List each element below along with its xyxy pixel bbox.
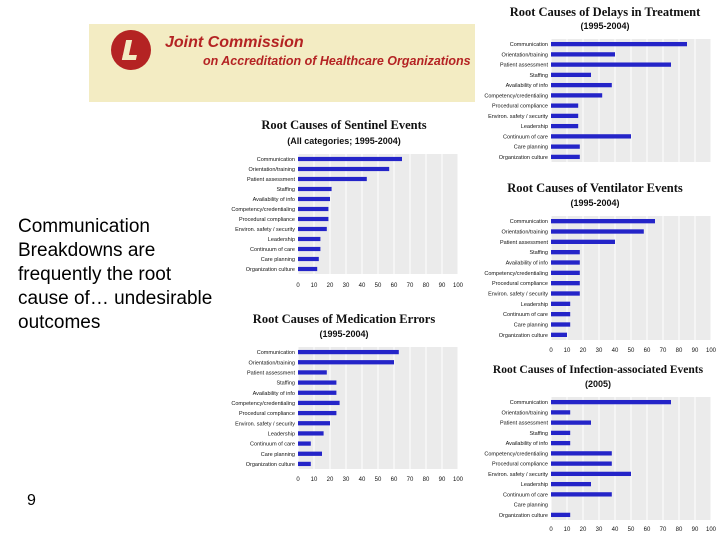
category-label: Patient assessment: [500, 62, 548, 69]
x-tick-label: 50: [374, 477, 382, 483]
bar: [551, 492, 612, 496]
category-label: Care planning: [513, 322, 548, 329]
category-label: Continuum of care: [250, 247, 295, 253]
category-label: Staffing: [529, 72, 548, 79]
bar: [551, 42, 687, 46]
bar: [551, 281, 580, 285]
bar: [298, 267, 317, 271]
x-tick-label: 40: [611, 348, 619, 354]
x-tick-label: 80: [422, 283, 430, 289]
x-tick-label: 40: [358, 283, 366, 289]
bar: [298, 177, 367, 181]
chart-ventilator-events: [478, 178, 718, 358]
bar: [551, 333, 567, 337]
x-tick-label: 0: [549, 527, 553, 533]
bar: [298, 452, 322, 456]
x-tick-label: 0: [549, 348, 553, 354]
bar: [551, 291, 580, 295]
x-tick-label: 100: [705, 348, 717, 354]
x-tick-label: 90: [691, 348, 699, 354]
x-tick-label: 80: [675, 527, 683, 533]
bar: [551, 271, 580, 275]
bar: [551, 83, 612, 87]
x-tick-label: 10: [310, 477, 318, 483]
chart-infection-events: [478, 358, 718, 538]
category-label: Continuum of care: [503, 134, 548, 141]
bar: [298, 187, 332, 191]
bar: [551, 229, 644, 233]
category-label: Competency/credentialing: [231, 207, 295, 213]
category-label: Competency/credentialing: [484, 93, 548, 100]
bar: [298, 350, 399, 354]
chart-subtitle: (1995-2004): [570, 198, 620, 208]
bar: [551, 482, 591, 486]
category-label: Environ. safety / security: [235, 227, 295, 233]
chart-subtitle: (1995-2004): [319, 329, 369, 339]
bar: [298, 370, 327, 374]
x-tick-label: 60: [643, 348, 651, 354]
bar: [298, 431, 324, 435]
x-tick-label: 100: [452, 283, 464, 289]
bar: [551, 461, 612, 465]
category-label: Care planning: [513, 502, 548, 509]
x-tick-label: 20: [579, 527, 587, 533]
chart-svg: [478, 178, 718, 358]
category-label: Organization culture: [498, 154, 548, 161]
bar: [551, 52, 615, 56]
bar: [298, 257, 319, 261]
category-label: Leadership: [520, 301, 548, 308]
category-label: Leadership: [520, 124, 548, 131]
category-label: Communication: [256, 350, 295, 357]
bar: [551, 472, 631, 476]
category-label: Availability of info: [252, 390, 295, 397]
bar: [551, 73, 591, 77]
category-label: Continuum of care: [503, 492, 548, 499]
chart-title: Root Causes of Sentinel Events: [261, 118, 427, 132]
bar: [551, 302, 570, 306]
bar: [551, 312, 570, 316]
page-number: 9: [27, 492, 36, 509]
category-label: Organization culture: [498, 512, 548, 519]
x-tick-label: 20: [326, 283, 334, 289]
category-label: Procedural compliance: [492, 103, 548, 110]
x-tick-label: 30: [342, 477, 350, 483]
chart-svg: [228, 308, 464, 486]
chart-title: Root Causes of Delays in Treatment: [509, 5, 701, 19]
category-label: Procedural compliance: [492, 281, 548, 288]
category-label: Patient assessment: [500, 239, 548, 246]
bar: [551, 62, 671, 66]
category-label: Staffing: [276, 187, 295, 193]
chart-title: Root Causes of Ventilator Events: [507, 181, 683, 195]
x-tick-label: 0: [296, 283, 300, 289]
bar: [551, 240, 615, 244]
x-tick-label: 50: [627, 527, 635, 533]
category-label: Competency/credentialing: [484, 451, 548, 458]
x-tick-label: 100: [705, 527, 717, 533]
x-tick-label: 30: [342, 283, 350, 289]
bar: [551, 410, 570, 414]
x-tick-label: 10: [563, 348, 571, 354]
logo-subtitle: on Accreditation of Healthcare Organizations: [203, 54, 471, 68]
bar: [298, 227, 327, 231]
x-tick-label: 70: [406, 283, 414, 289]
category-label: Procedural compliance: [239, 217, 295, 223]
category-label: Patient assessment: [247, 370, 295, 377]
bar: [551, 431, 570, 435]
x-tick-label: 60: [390, 283, 398, 289]
bar: [298, 421, 330, 425]
bar: [551, 93, 602, 97]
x-tick-label: 30: [595, 348, 603, 354]
x-tick-label: 30: [595, 527, 603, 533]
category-label: Orientation/training: [248, 360, 295, 367]
category-label: Orientation/training: [501, 229, 548, 236]
chart-title: Root Causes of Medication Errors: [252, 312, 436, 326]
x-tick-label: 90: [691, 527, 699, 533]
category-label: Communication: [509, 400, 548, 407]
bar: [551, 260, 580, 264]
bar: [551, 441, 570, 445]
x-tick-label: 80: [422, 477, 430, 483]
chart-svg: [478, 2, 718, 172]
category-label: Procedural compliance: [492, 461, 548, 468]
category-label: Competency/credentialing: [484, 270, 548, 277]
bar: [298, 391, 336, 395]
x-tick-label: 90: [438, 477, 446, 483]
x-tick-label: 10: [563, 527, 571, 533]
category-label: Procedural compliance: [239, 411, 295, 418]
bar: [298, 247, 320, 251]
chart-delays-in-treatment: [478, 2, 718, 172]
x-tick-label: 80: [675, 348, 683, 354]
bar: [551, 400, 671, 404]
category-label: Leadership: [267, 431, 295, 438]
logo-title: Joint Commission: [165, 34, 304, 51]
category-label: Patient assessment: [247, 177, 295, 183]
bar: [551, 250, 580, 254]
x-tick-label: 20: [579, 348, 587, 354]
category-label: Organization culture: [245, 461, 295, 468]
bar: [551, 513, 570, 517]
x-tick-label: 50: [627, 348, 635, 354]
bar: [298, 441, 311, 445]
category-label: Availability of info: [505, 83, 548, 90]
bar: [551, 420, 591, 424]
chart-sentinel-events: [228, 113, 464, 293]
x-tick-label: 40: [611, 527, 619, 533]
category-label: Care planning: [260, 257, 295, 263]
bar: [298, 167, 389, 171]
x-tick-label: 70: [659, 527, 667, 533]
category-label: Communication: [509, 219, 548, 226]
category-label: Staffing: [529, 430, 548, 437]
bar: [298, 237, 320, 241]
category-label: Availability of info: [505, 441, 548, 448]
category-label: Continuum of care: [250, 441, 295, 448]
bar: [298, 207, 328, 211]
category-label: Orientation/training: [501, 410, 548, 417]
bar: [298, 157, 402, 161]
bar: [551, 155, 580, 159]
x-tick-label: 70: [406, 477, 414, 483]
category-label: Orientation/training: [501, 52, 548, 59]
x-tick-label: 40: [358, 477, 366, 483]
x-tick-label: 60: [643, 527, 651, 533]
category-label: Availability of info: [252, 197, 295, 203]
category-label: Orientation/training: [248, 167, 295, 173]
category-label: Environ. safety / security: [488, 113, 548, 120]
chart-svg: [228, 113, 464, 293]
x-tick-label: 70: [659, 348, 667, 354]
x-tick-label: 100: [452, 477, 464, 483]
chart-medication-errors: [228, 308, 464, 486]
bar: [551, 451, 612, 455]
bar: [551, 322, 570, 326]
slide-main-text: Communication Breakdowns are frequently the root cause of… undesirable outcomes: [18, 216, 213, 333]
category-label: Leadership: [520, 482, 548, 489]
bar: [298, 217, 328, 221]
category-label: Leadership: [267, 237, 295, 243]
bar: [298, 197, 330, 201]
category-label: Staffing: [276, 380, 295, 387]
x-tick-label: 50: [374, 283, 382, 289]
category-label: Communication: [509, 42, 548, 49]
category-label: Environ. safety / security: [235, 421, 295, 428]
chart-subtitle: (2005): [584, 379, 612, 389]
category-label: Care planning: [513, 144, 548, 151]
category-label: Patient assessment: [500, 420, 548, 427]
bar: [551, 134, 631, 138]
bar: [551, 114, 578, 118]
chart-subtitle: (1995-2004): [580, 21, 630, 31]
joint-commission-seal-icon: [111, 30, 151, 70]
category-label: Care planning: [260, 451, 295, 458]
category-label: Environ. safety / security: [488, 291, 548, 298]
chart-subtitle: (All categories; 1995-2004): [287, 136, 401, 146]
chart-svg: [478, 358, 718, 538]
x-tick-label: 20: [326, 477, 334, 483]
bar: [551, 219, 655, 223]
category-label: Staffing: [529, 250, 548, 257]
joint-commission-logo: [89, 24, 475, 102]
x-tick-label: 0: [296, 477, 300, 483]
bar: [298, 462, 311, 466]
chart-title: Root Causes of Infection-associated Events: [492, 364, 704, 376]
category-label: Organization culture: [245, 267, 295, 273]
bar: [298, 401, 340, 405]
bar: [551, 124, 578, 128]
bar: [298, 360, 394, 364]
category-label: Competency/credentialing: [231, 400, 295, 407]
bar: [298, 411, 336, 415]
category-label: Environ. safety / security: [488, 471, 548, 478]
x-tick-label: 90: [438, 283, 446, 289]
category-label: Organization culture: [498, 332, 548, 339]
x-tick-label: 10: [310, 283, 318, 289]
bar: [551, 144, 580, 148]
x-tick-label: 60: [390, 477, 398, 483]
bar: [298, 380, 336, 384]
bar: [551, 103, 578, 107]
category-label: Communication: [256, 157, 295, 163]
category-label: Availability of info: [505, 260, 548, 267]
category-label: Continuum of care: [503, 312, 548, 319]
